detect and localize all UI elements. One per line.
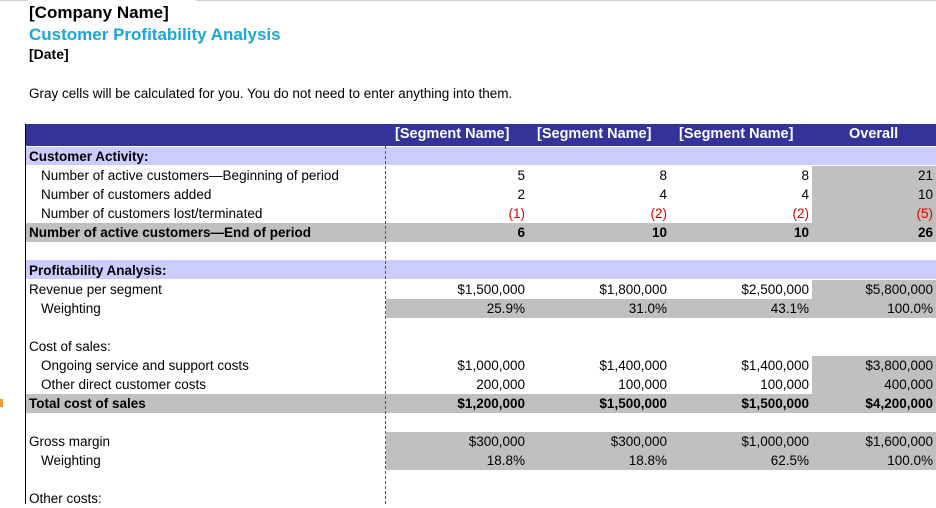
row-label[interactable]: Other direct customer costs [41, 377, 207, 392]
cell-value[interactable]: $1,000,000 [457, 358, 525, 373]
cell-value[interactable]: $2,500,000 [741, 282, 809, 297]
cell-value[interactable]: 2 [517, 187, 525, 202]
row-label[interactable]: Number of customers lost/terminated [41, 206, 263, 221]
cell-value[interactable]: 10 [917, 187, 933, 202]
report-title[interactable]: Customer Profitability Analysis [29, 25, 281, 44]
cell-value[interactable]: 200,000 [476, 377, 525, 392]
column-header-overall[interactable]: Overall [849, 126, 899, 142]
cell-value[interactable]: 10 [651, 225, 667, 240]
row-label-total[interactable]: Total cost of sales [29, 396, 146, 411]
cell-value[interactable]: 10 [793, 225, 809, 240]
row-label[interactable]: Weighting [41, 301, 101, 316]
report-date[interactable]: [Date] [29, 46, 69, 62]
company-name[interactable]: [Company Name] [29, 3, 169, 22]
cell-value[interactable]: $1,600,000 [865, 434, 933, 449]
cell-value[interactable]: 31.0% [628, 301, 667, 316]
label-column-divider [385, 146, 386, 504]
cell-value-negative[interactable]: (1) [508, 206, 525, 221]
cell-value[interactable]: 5 [517, 168, 525, 183]
row-label[interactable]: Gross margin [29, 434, 111, 449]
row-label[interactable]: Ongoing service and support costs [41, 358, 249, 373]
cell-value[interactable]: 43.1% [770, 301, 809, 316]
cell-value[interactable]: 18.8% [628, 453, 667, 468]
cell-value[interactable]: 4 [801, 187, 809, 202]
cell-value[interactable]: 26 [917, 225, 933, 240]
cell-value[interactable]: 21 [917, 168, 933, 183]
cell-value[interactable]: $5,800,000 [865, 282, 933, 297]
sheet-top-border [196, 0, 936, 1]
cell-value[interactable]: $300,000 [468, 434, 525, 449]
section-label[interactable]: Customer Activity: [29, 149, 149, 164]
cell-value[interactable]: $1,000,000 [741, 434, 809, 449]
cell-value[interactable]: 18.8% [486, 453, 525, 468]
row-label[interactable]: Revenue per segment [29, 282, 162, 297]
row-selection-marker [0, 399, 3, 407]
cell-value-negative[interactable]: (2) [792, 206, 809, 221]
sheet-top-border [0, 0, 28, 1]
cell-value[interactable]: $1,500,000 [741, 396, 809, 411]
cell-value[interactable]: $1,400,000 [741, 358, 809, 373]
cell-value[interactable]: 100,000 [618, 377, 667, 392]
cell-value[interactable]: 8 [659, 168, 667, 183]
row-label[interactable]: Weighting [41, 453, 101, 468]
cell-value[interactable]: 25.9% [486, 301, 525, 316]
cell-value-negative[interactable]: (2) [650, 206, 667, 221]
table-left-border [25, 124, 26, 504]
column-header-segment-2[interactable]: [Segment Name] [537, 126, 652, 142]
cell-value[interactable]: $1,500,000 [599, 396, 667, 411]
cell-value[interactable]: 6 [517, 225, 525, 240]
cell-value[interactable]: 4 [659, 187, 667, 202]
cell-value[interactable]: $300,000 [610, 434, 667, 449]
cell-value[interactable]: 62.5% [770, 453, 809, 468]
cell-value[interactable]: 100.0% [887, 301, 933, 316]
subsection-label[interactable]: Cost of sales: [29, 339, 111, 354]
row-label-total[interactable]: Number of active customers—End of period [29, 225, 312, 240]
cell-value[interactable]: 100,000 [760, 377, 809, 392]
instruction-note: Gray cells will be calculated for you. You do not need to enter anything into them. [29, 86, 513, 101]
column-header-segment-3[interactable]: [Segment Name] [679, 126, 794, 142]
cell-value[interactable]: 400,000 [884, 377, 933, 392]
row-label[interactable]: Number of active customers—Beginning of period [41, 168, 339, 183]
cell-value[interactable]: $1,400,000 [599, 358, 667, 373]
cell-value[interactable]: $1,200,000 [457, 396, 525, 411]
cell-value[interactable]: $1,800,000 [599, 282, 667, 297]
cell-value[interactable]: 8 [801, 168, 809, 183]
column-header-segment-1[interactable]: [Segment Name] [395, 126, 510, 142]
section-band-customer-activity [26, 147, 936, 165]
row-label[interactable]: Number of customers added [41, 187, 212, 202]
section-label[interactable]: Profitability Analysis: [29, 263, 167, 278]
cell-value[interactable]: $1,500,000 [457, 282, 525, 297]
cell-value[interactable]: $3,800,000 [865, 358, 933, 373]
cell-value[interactable]: $4,200,000 [865, 396, 933, 411]
cell-value-negative[interactable]: (5) [916, 206, 933, 221]
subsection-label[interactable]: Other costs: [29, 491, 102, 506]
cell-value[interactable]: 100.0% [887, 453, 933, 468]
